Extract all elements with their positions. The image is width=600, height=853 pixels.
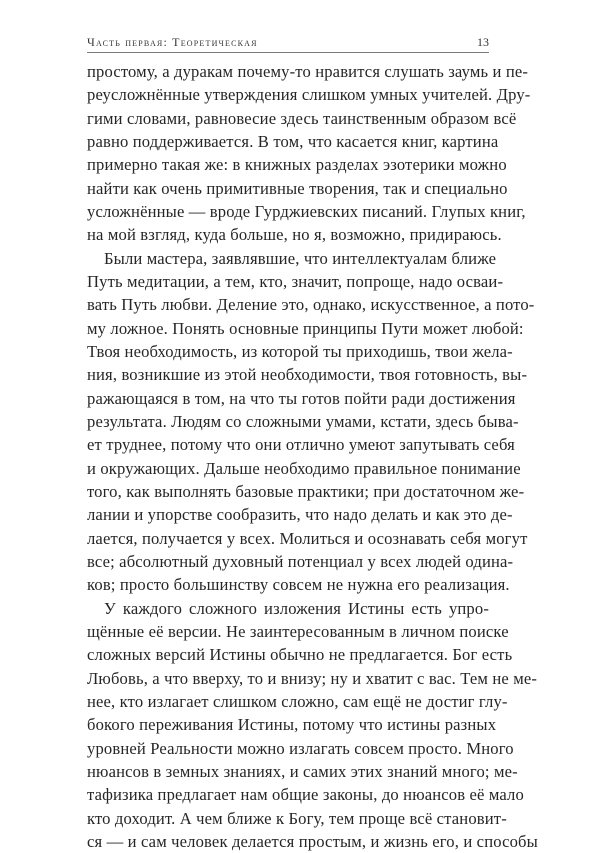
text-line: щённые её версии. Не заинтересованным в личном поиске: [87, 621, 509, 641]
text-line: Путь медитации, а тем, кто, значит, попроще, надо осваи-: [87, 271, 504, 291]
text-line: ков; просто большинству совсем не нужна его реализация.: [87, 575, 510, 595]
text-line: на мой взгляд, куда больше, но я, возможно, придираюсь.: [87, 225, 502, 245]
text-line: нее, кто излагает слишком сложно, сам ещё не достиг глу-: [87, 691, 508, 711]
page-number: 13: [477, 35, 489, 49]
text-line: равно поддерживается. В том, что касается книг, картина: [87, 131, 499, 151]
text-line: найти как очень примитивные творения, так и специально: [87, 178, 508, 198]
text-line: му ложное. Понять основные принципы Пути может любой:: [87, 318, 524, 338]
text-line: тафизика предлагает нам общие законы, до нюансов её мало: [87, 785, 524, 805]
body-text: [87, 60, 538, 853]
paragraph-first-line: У каждого сложного изложения Истины есть упро-: [104, 598, 489, 618]
text-line: усложнённые — вроде Гурджиевских писаний. Глупых книг,: [87, 201, 526, 221]
text-line: ражающаяся в том, на что ты готов пойти ради достижения: [87, 388, 516, 408]
text-line: ния, возникшие из этой необходимости, твоя готовность, вы-: [87, 365, 528, 385]
text-line: уровней Реальности можно излагать совсем просто. Много: [87, 738, 514, 758]
text-line: все; абсолютный духовный потенциал у всех людей одина-: [87, 551, 514, 571]
text-line: того, как выполнять базовые практики; при достаточном же-: [87, 481, 525, 501]
text-line: вать Путь любви. Деление это, однако, искусственное, а пото-: [87, 295, 535, 315]
text-line: реусложнённые утверждения слишком умных учителей. Дру-: [87, 85, 531, 105]
text-line: кто доходит. А чем ближе к Богу, тем проще всё становит-: [87, 808, 507, 828]
text-line: Любовь, а что вверху, то и внизу; ну и хватит с вас. Тем не ме-: [87, 668, 538, 688]
text-line: бокого переживания Истины, потому что истины разных: [87, 715, 497, 735]
text-line: нюансов в земных знаниях, и самих этих знаний много; ме-: [87, 761, 518, 781]
header-rule: [87, 52, 489, 53]
text-line: сложных версий Истины обычно не предлагается. Бог есть: [87, 645, 513, 665]
text-line: ет труднее, потому что они отлично умеют запутывать себя: [87, 435, 515, 455]
text-line: лании и упорстве сообразить, что надо делать и как это де-: [87, 505, 513, 525]
text-line: и окружающих. Дальше необходимо правильное понимание: [87, 458, 521, 478]
text-line: ся — и сам человек делается простым, и жизнь его, и способы: [87, 831, 538, 851]
paragraph-first-line: Были мастера, заявлявшие, что интеллектуалам ближе: [104, 248, 497, 268]
text-line: простому, а дуракам почему-то нравится слушать заумь и пе-: [87, 62, 529, 81]
running-head: [87, 35, 489, 51]
text-line: лается, получается у всех. Молиться и осознавать себя могут: [87, 528, 528, 548]
running-head-title: Часть первая: Теоретическая: [87, 35, 258, 49]
text-line: гими словами, равновесие здесь таинственным образом всё: [87, 108, 517, 128]
text-line: результата. Людям со сложными умами, кстати, здесь быва-: [87, 411, 519, 431]
text-line: Твоя необходимость, из которой ты приходишь, твои жела-: [87, 341, 513, 361]
text-line: примерно такая же: в книжных разделах эзотерики можно: [87, 155, 507, 175]
